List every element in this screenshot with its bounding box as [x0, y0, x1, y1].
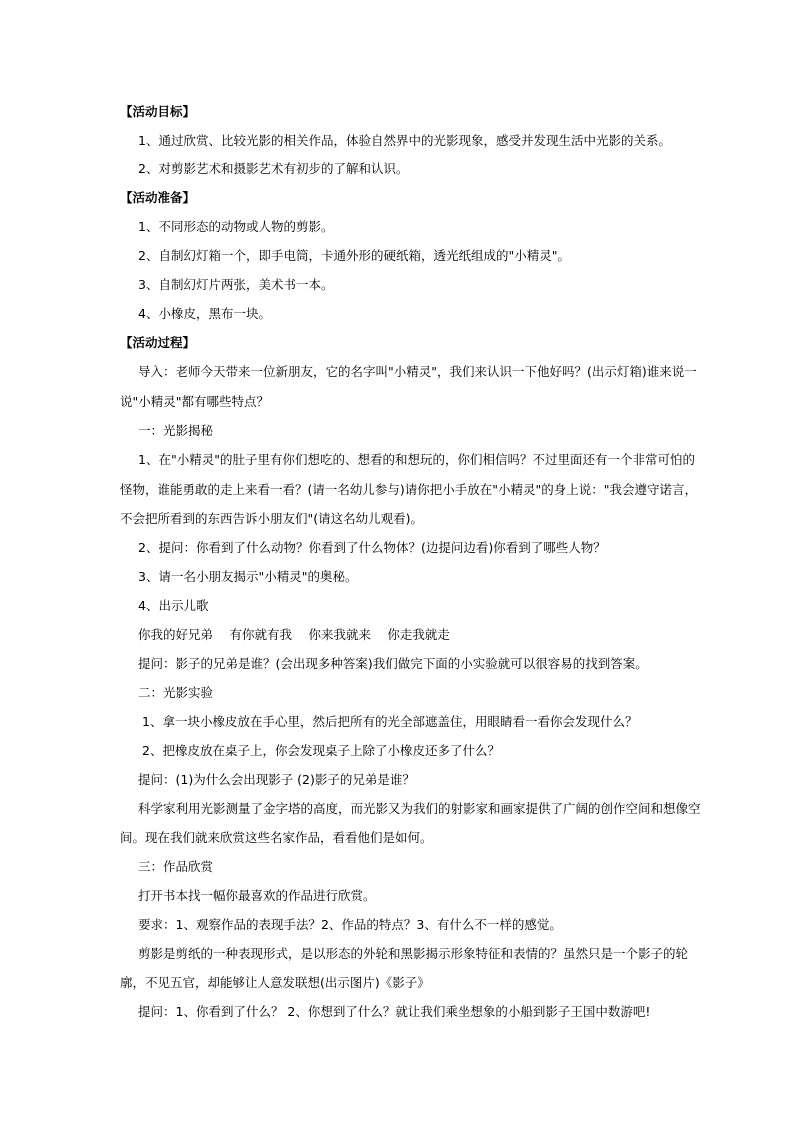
paragraph-line: 3、请一名小朋友揭示"小精灵"的奥秘。	[138, 569, 358, 584]
paragraph-line: 1、在"小精灵"的肚子里有你们想吃的、想看的和想玩的，你们相信吗？不过里面还有一个非常可怕的	[138, 452, 695, 467]
paragraph-line: 要求：1、观察作品的表现手法？2、作品的特点？3、有什么不一样的感觉。	[138, 917, 562, 932]
goal-item: 2、对剪影艺术和摄影艺术有初步的了解和认识。	[138, 161, 409, 176]
paragraph-line: 2、提问：你看到了什么动物？你看到了什么物体？(边提问边看)你看到了哪些人物？	[138, 540, 606, 555]
paragraph-line: 廓，不见五官，却能够让人意发联想(出示图片)《影子》	[120, 975, 430, 990]
section-title: 二：光影实验	[138, 685, 214, 700]
intro-line: 导入：老师今天带来一位新朋友，它的名字叫"小精灵"，我们来认识一下他好吗？(出示灯箱)谁来说一	[138, 364, 697, 379]
intro-line: 说"小精灵"都有哪些特点？	[120, 394, 269, 409]
paragraph-line: 提问：影子的兄弟是谁？(会出现多种答案)我们做完下面的小实验就可以很容易的找到答案。	[138, 656, 648, 671]
paragraph-line: 打开书本找一幅你最喜欢的作品进行欣赏。	[138, 888, 376, 903]
prep-item: 4、小橡皮，黑布一块。	[138, 306, 271, 321]
paragraph-line: 1、拿一块小橡皮放在手心里，然后把所有的光全部遮盖住，用眼睛看一看你会发现什么？	[142, 714, 638, 729]
section-title: 三：作品欣赏	[138, 859, 214, 874]
goals-heading: 【活动目标】	[120, 104, 196, 119]
prep-item: 2、自制幻灯箱一个，即手电筒，卡通外形的硬纸箱，透光纸组成的"小精灵"。	[138, 248, 570, 263]
paragraph-line: 怪物，谁能勇敢的走上来看一看？(请一名幼儿参与)请你把小手放在"小精灵"的身上说："我会遵守诺言，	[120, 482, 698, 497]
prep-heading: 【活动准备】	[120, 190, 196, 205]
song-line: 你我的好兄弟 有你就有我 你来我就来 你走我就走	[138, 627, 450, 642]
section-title: 一：光影揭秘	[138, 423, 214, 438]
process-heading: 【活动过程】	[120, 335, 196, 350]
goal-item: 1、通过欣赏、比较光影的相关作品，体验自然界中的光影现象，感受并发现生活中光影的关系。	[138, 133, 671, 148]
paragraph-line: 剪影是剪纸的一种表现形式，是以形态的外轮和黑影揭示形象特征和表情的？虽然只是一个影子的轮	[138, 946, 689, 961]
prep-item: 3、自制幻灯片两张，美术书一本。	[138, 277, 334, 292]
paragraph-line: 不会把所看到的东西告诉小朋友们"(请这名幼儿观看)。	[120, 511, 424, 526]
paragraph-line: 提问：1、你看到了什么？ 2、你想到了什么？就让我们乘坐想象的小船到影子王国中数游吧!	[138, 1004, 651, 1019]
prep-item: 1、不同形态的动物或人物的剪影。	[138, 219, 334, 234]
paragraph-line: 提问：(1)为什么会出现影子 (2)影子的兄弟是谁？	[138, 772, 415, 787]
paragraph-line: 间。现在我们就来欣赏这些名家作品，看看他们是如何。	[120, 830, 433, 845]
paragraph-line: 科学家利用光影测量了金字塔的高度，而光影又为我们的射影家和画家提供了广阔的创作空间和想像空	[138, 801, 701, 816]
paragraph-line: 2、把橡皮放在桌子上，你会发现桌子上除了小橡皮还多了什么？	[142, 743, 500, 758]
paragraph-line: 4、出示儿歌	[138, 598, 209, 613]
